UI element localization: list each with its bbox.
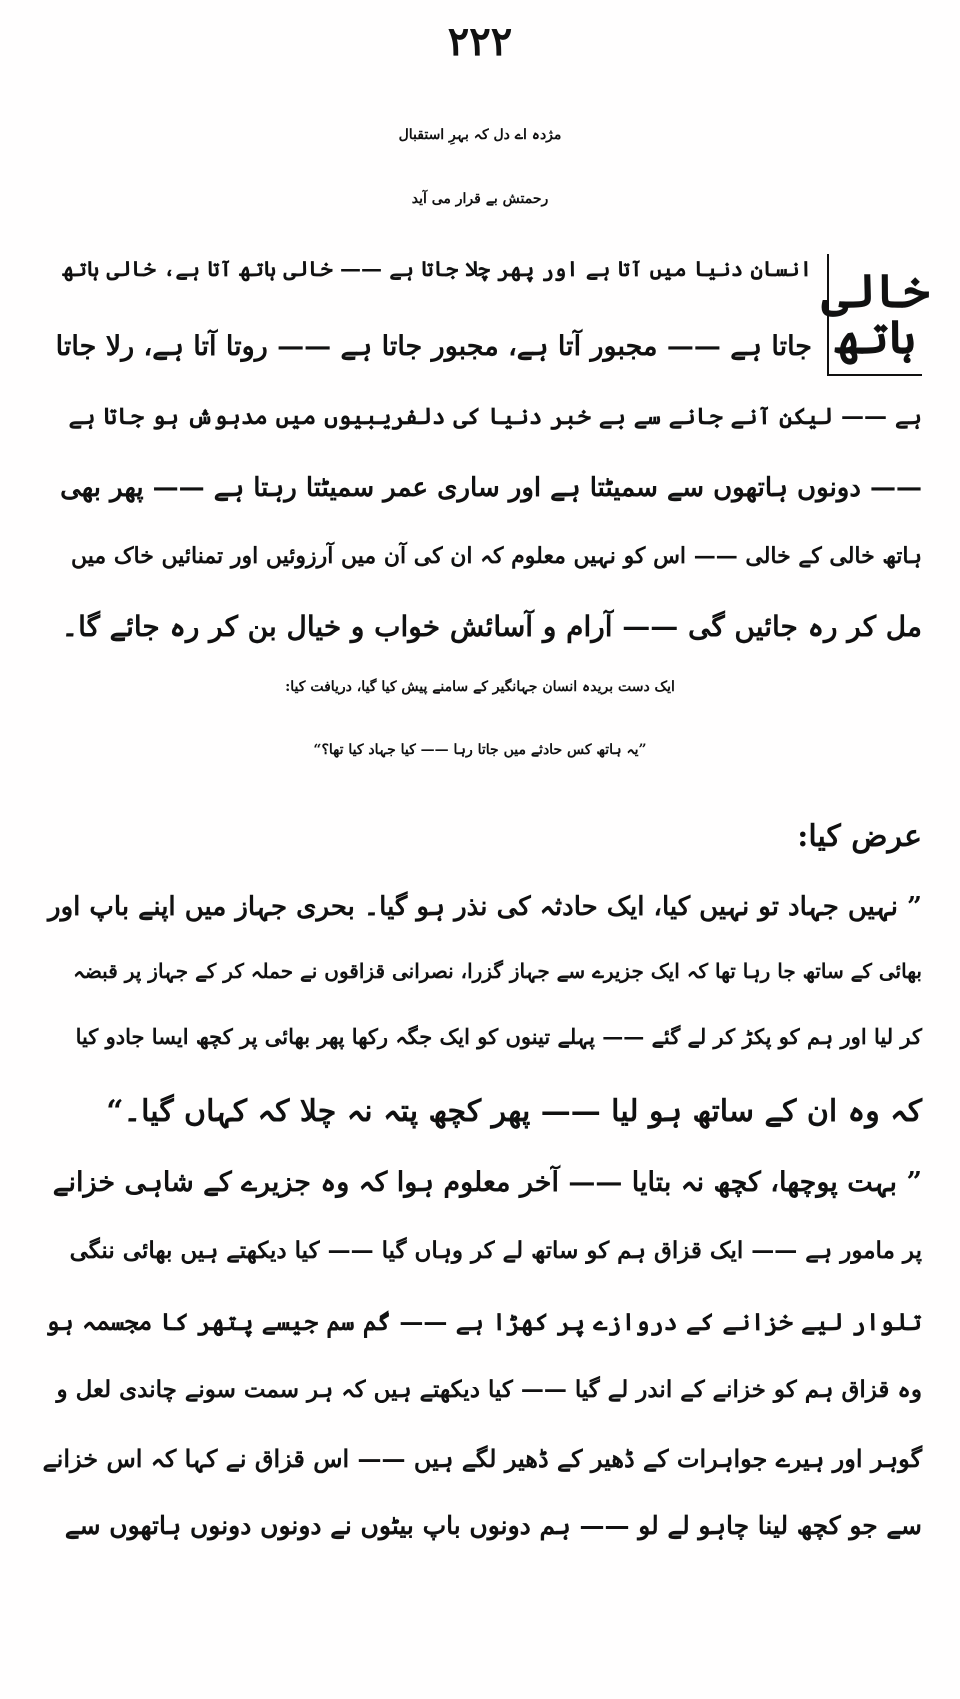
body-line-8: ”یہ ہاتھ کس حادثے میں جاتا رہا —— کیا جہاد کیا تھا؟“ — [313, 742, 647, 758]
body-line-9: عرض کیا: — [797, 819, 922, 854]
body-line-12: کر لیا اور ہم کو پکڑ کر لے گئے —— پہلے تینوں کو ایک جگہ رکھا پھر بھائی پر کچھ ایسا جادو کیا — [75, 1024, 922, 1049]
body-line-4: —— دونوں ہاتھوں سے سمیٹتا ہے اور ساری عمر سمیٹتا رہتا ہے —— پھر بھی — [60, 473, 922, 503]
body-line-17: وہ قزاق ہم کو خزانے کے اندر لے گیا —— کیا دیکھتے ہیں کہ ہر سمت سونے چاندی لعل و — [56, 1376, 922, 1403]
body-line-11: بھائی کے ساتھ جا رہا تھا کہ ایک جزیرے سے جہاز گزرا، نصرانی قزاقوں نے حملہ کر کے جہاز پر قبضہ — [73, 959, 922, 983]
body-line-7: ایک دست بریدہ انسان جہانگیر کے سامنے پیش کیا گیا، دریافت کیا: — [285, 679, 675, 695]
verse-heading-line-1: مژدہ اے دل کہ بہرِ استقبال — [398, 127, 562, 143]
body-line-1: انسان دنیا میں آتا ہے اور پھر چلا جاتا ہے —— خالی ہاتھ آتا ہے، خالی ہاتھ — [62, 256, 812, 281]
section-side-title: خالی ہاتھ — [827, 254, 922, 376]
body-line-15: پر مامور ہے —— ایک قزاق ہم کو ساتھ لے کر وہاں گیا —— کیا دیکھتے ہیں بھائی ننگی — [69, 1237, 922, 1264]
body-line-16: تلوار لیے خزانے کے دروازے پر کھڑا ہے —— گم سم جیسے پتھر کا مجسمہ ہو — [45, 1307, 922, 1336]
body-line-19: سے جو کچھ لینا چاہو لے لو —— ہم دونوں باپ بیٹوں نے دونوں دونوں ہاتھوں سے — [64, 1511, 922, 1540]
body-line-14: ” بہت پوچھا، کچھ نہ بتایا —— آخر معلوم ہوا کہ وہ جزیرے کے شاہی خزانے — [52, 1167, 922, 1198]
body-line-10: ” نہیں جہاد تو نہیں کیا، ایک حادثہ کی نذر ہو گیا۔ بحری جہاز میں اپنے باپ اور — [48, 892, 922, 922]
body-line-18: گوہر اور ہیرے جواہرات کے ڈھیر کے ڈھیر لگے ہیں —— اس قزاق نے کہا کہ اس خزانے — [42, 1444, 922, 1473]
body-line-5: ہاتھ خالی کے خالی —— اس کو نہیں معلوم کہ ان کی آن میں آرزوئیں اور تمنائیں خاک میں — [71, 543, 922, 569]
body-line-2: جاتا ہے —— مجبور آتا ہے، مجبور جاتا ہے —— روتا آتا ہے، رلا جاتا — [55, 331, 812, 362]
body-line-6: مل کر رہ جائیں گی —— آرام و آسائش خواب و خیال بن کر رہ جائے گا۔ — [61, 610, 922, 643]
body-line-13: کہ وہ ان کے ساتھ ہو لیا —— پھر کچھ پتہ نہ چلا کہ کہاں گیا۔“ — [106, 1094, 922, 1129]
page-number: ۲۲۲ — [447, 18, 513, 65]
verse-heading-line-2: رحمتش بے قرار می آید — [411, 191, 549, 207]
body-line-3: ہے —— لیکن آنے جانے سے بے خبر دنیا کی دلفریبیوں میں مدہوش ہو جاتا ہے — [68, 403, 922, 430]
